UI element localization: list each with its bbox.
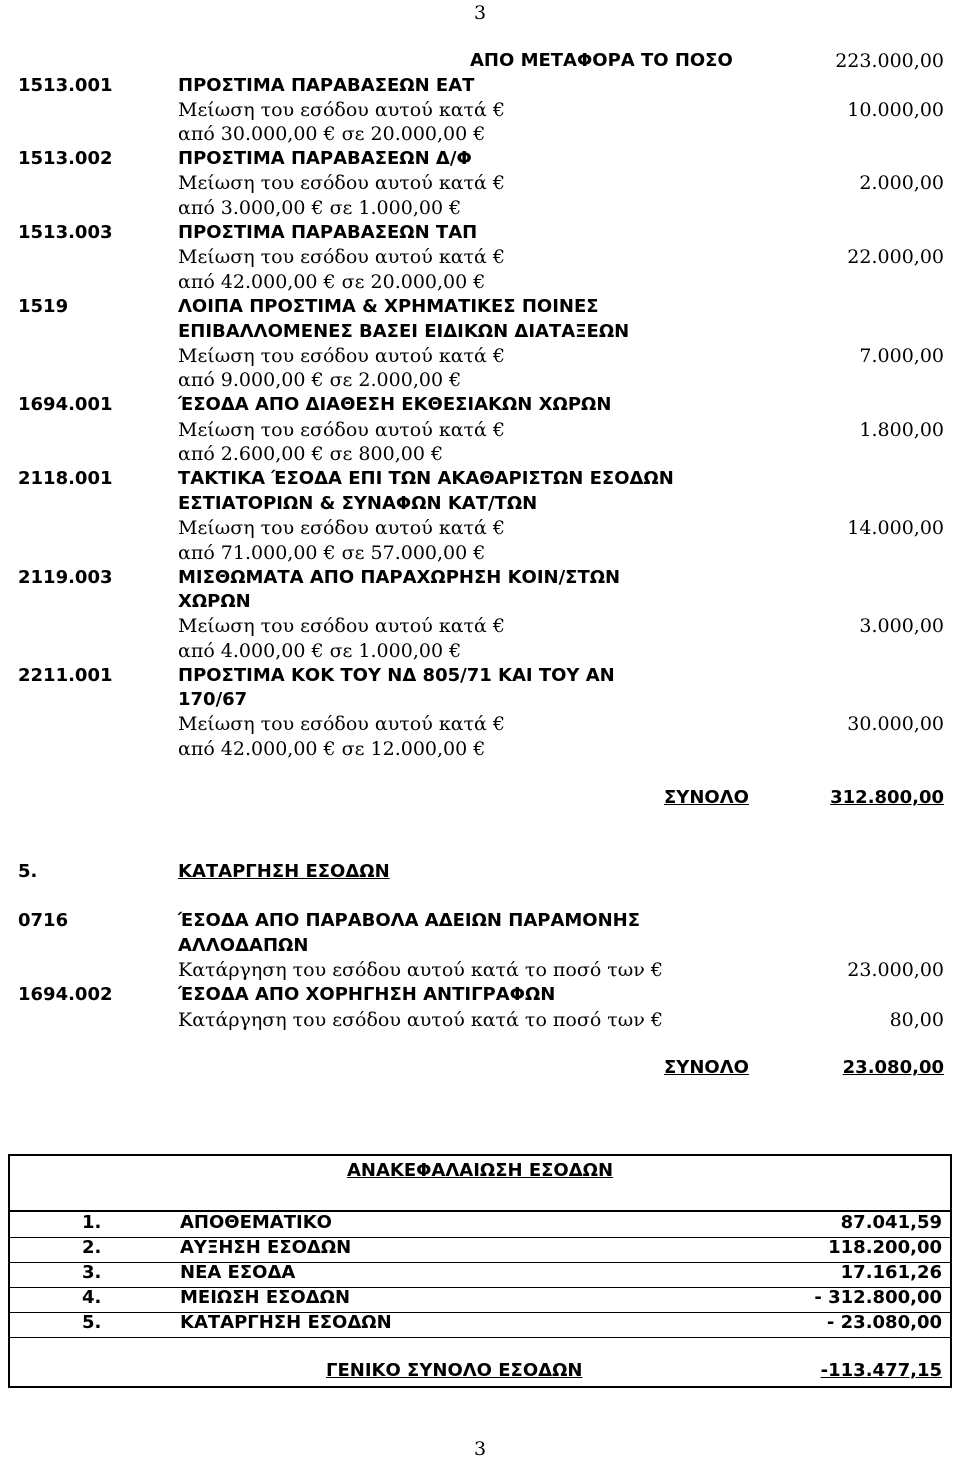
carry-amount: 223.000,00 (835, 50, 944, 72)
total-label: ΣΥΝΟΛΟ (664, 787, 749, 808)
total-label: ΣΥΝΟΛΟ (664, 1057, 749, 1078)
summary-row-number: 4. (82, 1287, 102, 1308)
entry-amount: 30.000,00 (847, 713, 944, 735)
entry-desc: Μείωση του εσόδου αυτού κατά € (178, 99, 505, 121)
abolished-amount: 23.000,00 (847, 959, 944, 981)
summary-row-value: - 312.800,00 (814, 1287, 942, 1308)
summary-row-label: ΜΕΙΩΣΗ ΕΣΟΔΩΝ (180, 1287, 351, 1308)
entry-range: από 9.000,00 € σε 2.000,00 € (178, 369, 462, 391)
entry-code: 1513.002 (18, 148, 113, 169)
abolished-desc: Κατάργηση του εσόδου αυτού κατά το ποσό των € (178, 959, 663, 981)
summary-row-label: ΚΑΤΑΡΓΗΣΗ ΕΣΟΔΩΝ (180, 1312, 392, 1333)
entry-desc: Μείωση του εσόδου αυτού κατά € (178, 345, 505, 367)
entry-amount: 10.000,00 (847, 99, 944, 121)
entry-title: ΠΡΟΣΤΙΜΑ ΚΟΚ ΤΟΥ ΝΔ 805/71 ΚΑΙ ΤΟΥ ΑΝ (178, 665, 615, 686)
summary-header (10, 1156, 950, 1212)
entry-amount: 1.800,00 (859, 419, 944, 441)
abolished-desc: Κατάργηση του εσόδου αυτού κατά το ποσό των € (178, 1009, 663, 1031)
total-value: 312.800,00 (830, 787, 944, 808)
entry-range: από 42.000,00 € σε 20.000,00 € (178, 271, 486, 293)
summary-row (10, 1287, 950, 1313)
entry-code: 1694.001 (18, 394, 113, 415)
entry-range: από 4.000,00 € σε 1.000,00 € (178, 640, 462, 662)
entry-range: από 3.000,00 € σε 1.000,00 € (178, 197, 462, 219)
summary-row-value: 17.161,26 (840, 1262, 942, 1283)
abolished-code: 1694.002 (18, 984, 113, 1005)
entry-range: από 71.000,00 € σε 57.000,00 € (178, 542, 486, 564)
summary-row-number: 1. (82, 1212, 102, 1233)
entry-amount: 14.000,00 (847, 517, 944, 539)
summary-row-number: 2. (82, 1237, 102, 1258)
summary-row-label: ΑΠΟΘΕΜΑΤΙΚΟ (180, 1212, 332, 1233)
entry-title: ΈΣΟΔΑ ΑΠΟ ΔΙΑΘΕΣΗ ΕΚΘΕΣΙΑΚΩΝ ΧΩΡΩΝ (178, 394, 612, 415)
summary-row-number: 5. (82, 1312, 102, 1333)
entry-desc: Μείωση του εσόδου αυτού κατά € (178, 615, 505, 637)
summary-title: ΑΝΑΚΕΦΑΛΑΙΩΣΗ ΕΣΟΔΩΝ (346, 1160, 614, 1181)
abolished-title: ΈΣΟΔΑ ΑΠΟ ΧΟΡΗΓΗΣΗ ΑΝΤΙΓΡΑΦΩΝ (178, 984, 556, 1005)
entry-code: 1513.003 (18, 222, 113, 243)
entry-range: από 2.600,00 € σε 800,00 € (178, 443, 444, 465)
summary-row-value: 87.041,59 (840, 1212, 942, 1233)
entry-code: 2118.001 (18, 468, 113, 489)
summary-row-label: ΑΥΞΗΣΗ ΕΣΟΔΩΝ (180, 1237, 352, 1258)
abolished-title: ΈΣΟΔΑ ΑΠΟ ΠΑΡΑΒΟΛΑ ΑΔΕΙΩΝ ΠΑΡΑΜΟΝΗΣ (178, 910, 641, 931)
grand-total-label: ΓΕΝΙΚΟ ΣΥΝΟΛΟ ΕΣΟΔΩΝ (326, 1360, 583, 1381)
entry-code: 1519 (18, 296, 69, 317)
entry-desc: Μείωση του εσόδου αυτού κατά € (178, 246, 505, 268)
entry-title: ΤΑΚΤΙΚΑ ΈΣΟΔΑ ΕΠΙ ΤΩΝ ΑΚΑΘΑΡΙΣΤΩΝ ΕΣΟΔΩΝ (178, 468, 674, 489)
entry-desc: Μείωση του εσόδου αυτού κατά € (178, 517, 505, 539)
page-number-top: 3 (473, 2, 487, 24)
entry-title: ΠΡΟΣΤΙΜΑ ΠΑΡΑΒΑΣΕΩΝ ΕΑΤ (178, 75, 475, 96)
entry-title-line2: ΕΣΤΙΑΤΟΡΙΩΝ & ΣΥΝΑΦΩΝ ΚΑΤ/ΤΩΝ (178, 493, 538, 514)
summary-row-value: - 23.080,00 (826, 1312, 942, 1333)
summary-row (10, 1262, 950, 1288)
section-number: 5. (18, 861, 38, 882)
entry-amount: 3.000,00 (859, 615, 944, 637)
summary-row-value: 118.200,00 (828, 1237, 942, 1258)
entry-desc: Μείωση του εσόδου αυτού κατά € (178, 713, 505, 735)
summary-row (10, 1312, 950, 1338)
summary-row (10, 1237, 950, 1263)
entry-code: 2211.001 (18, 665, 113, 686)
abolished-code: 0716 (18, 910, 69, 931)
entry-title: ΛΟΙΠΑ ΠΡΟΣΤΙΜΑ & ΧΡΗΜΑΤΙΚΕΣ ΠΟΙΝΕΣ (178, 296, 599, 317)
entry-title: ΠΡΟΣΤΙΜΑ ΠΑΡΑΒΑΣΕΩΝ ΤΑΠ (178, 222, 478, 243)
entry-amount: 7.000,00 (859, 345, 944, 367)
entry-amount: 2.000,00 (859, 172, 944, 194)
summary-row (10, 1212, 950, 1238)
entry-desc: Μείωση του εσόδου αυτού κατά € (178, 419, 505, 441)
carry-label: ΑΠΟ ΜΕΤΑΦΟΡΑ ΤΟ ΠΟΣΟ (470, 50, 733, 71)
summary-row-label: ΝΕΑ ΕΣΟΔΑ (180, 1262, 296, 1283)
abolished-amount: 80,00 (889, 1009, 944, 1031)
entry-amount: 22.000,00 (847, 246, 944, 268)
summary-row-number: 3. (82, 1262, 102, 1283)
entry-desc: Μείωση του εσόδου αυτού κατά € (178, 172, 505, 194)
section-title: ΚΑΤΑΡΓΗΣΗ ΕΣΟΔΩΝ (178, 861, 390, 882)
entry-title-line2: ΕΠΙΒΑΛΛΟΜΕΝΕΣ ΒΑΣΕΙ ΕΙΔΙΚΩΝ ΔΙΑΤΑΞΕΩΝ (178, 321, 630, 342)
summary-table (8, 1154, 952, 1388)
abolished-title-line2: ΑΛΛΟΔΑΠΩΝ (178, 935, 309, 956)
entry-title: ΠΡΟΣΤΙΜΑ ΠΑΡΑΒΑΣΕΩΝ Δ/Φ (178, 148, 472, 169)
total-value: 23.080,00 (842, 1057, 944, 1078)
entry-title-line2: 170/67 (178, 689, 248, 710)
entry-title: ΜΙΣΘΩΜΑΤΑ ΑΠΟ ΠΑΡΑΧΩΡΗΣΗ ΚΟΙΝ/ΣΤΩΝ (178, 567, 621, 588)
page-number-bottom: 3 (473, 1438, 487, 1460)
entry-title-line2: ΧΩΡΩΝ (178, 591, 251, 612)
entry-range: από 42.000,00 € σε 12.000,00 € (178, 738, 486, 760)
entry-code: 1513.001 (18, 75, 113, 96)
grand-total-value: -113.477,15 (820, 1360, 942, 1381)
entry-range: από 30.000,00 € σε 20.000,00 € (178, 123, 486, 145)
entry-code: 2119.003 (18, 567, 113, 588)
